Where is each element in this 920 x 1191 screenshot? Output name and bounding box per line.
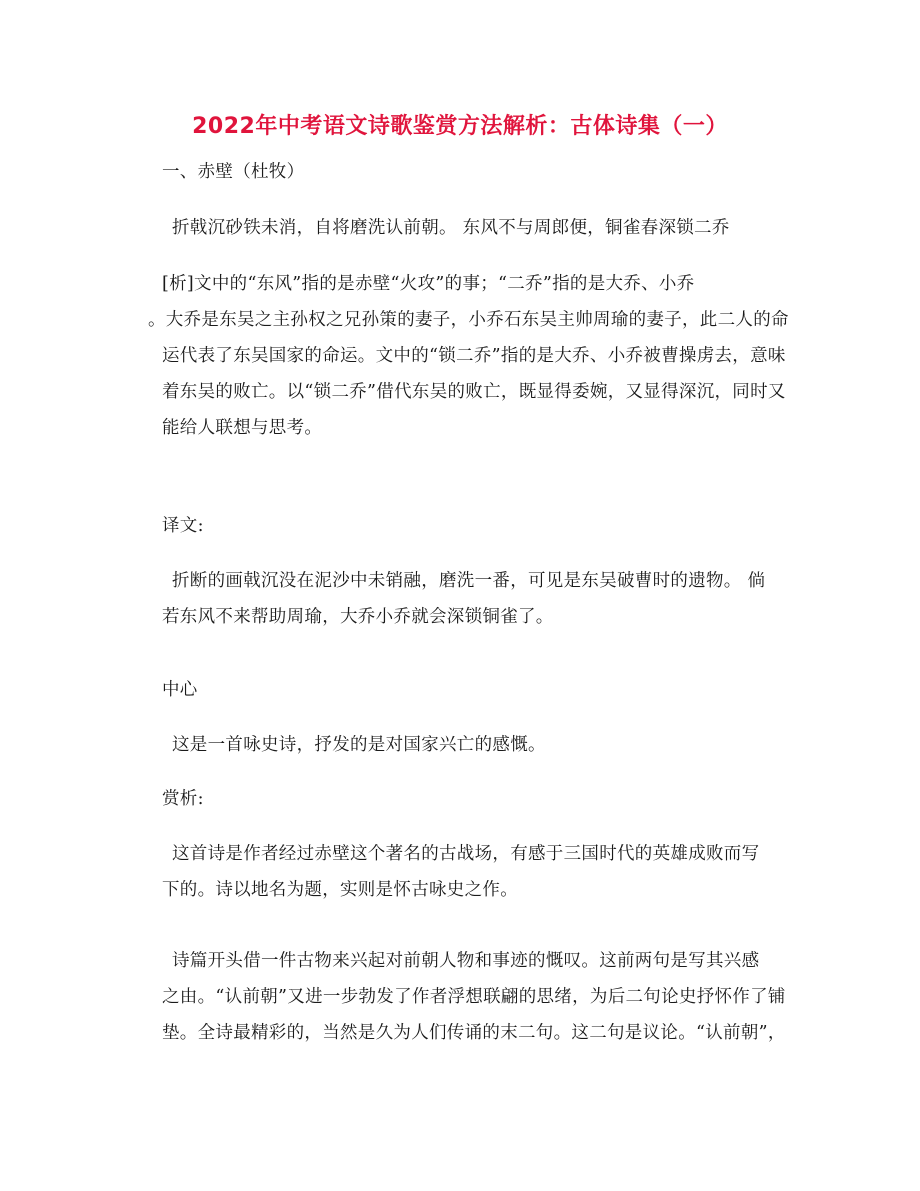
center-paragraph [162,727,774,763]
appreciation-p1-line-2: 下的。诗以地名为题，实则是怀古咏史之作。 [162,880,518,900]
translation-line-2: 若东风不来帮助周瑜，大乔小乔就会深锁铜雀了。 [162,607,554,627]
appreciation-p2-line-1: 诗篇开头借一件古物来兴起对前朝人物和事迹的慨叹。这前两句是写其兴感 [172,951,760,971]
translation-line-1: 折断的画戟沉没在泥沙中未销融，磨洗一番，可见是东吴破曹时的遗物。 倘 [172,571,766,591]
document-title: 2022年中考语文诗歌鉴赏方法解析：古体诗集（一） [192,114,728,139]
analysis-line-3: 运代表了东吴国家的命运。文中的“锁二乔”指的是大乔、小乔被曹操虏去，意味 [162,346,786,366]
appreciation-p2-line-2: 之由。“认前朝”又进一步勃发了作者浮想联翩的思绪，为后二句论史抒怀作了铺 [162,987,786,1007]
analysis-line-4: 着东吴的败亡。以“锁二乔”借代东吴的败亡，既显得委婉，又显得深沉，同时又 [162,382,786,402]
analysis-line-2: 。大乔是东吴之主孙权之兄孙策的妻子，小乔石东吴主帅周瑜的妻子，此二人的命 [148,310,789,330]
appreciation-paragraph-2 [162,943,786,1051]
analysis-line-5: 能给人联想与思考。 [162,418,323,438]
section-heading-chibi [162,154,774,190]
analysis-line-1: [析]文中的“东风”指的是赤壁“火攻”的事；“二乔”指的是大乔、小乔 [162,274,695,294]
appreciation-label-text: 赏析: [162,789,204,809]
translation-label [162,508,774,544]
heading-text: 一、赤壁（杜牧） [162,162,305,182]
appreciation-label [162,781,774,817]
appreciation-p1-line-1: 这首诗是作者经过赤壁这个著名的古战场，有感于三国时代的英雄成败而写 [172,844,760,864]
translation-paragraph [162,563,774,635]
appreciation-p2-line-3: 垫。全诗最精彩的，当然是久为人们传诵的末二句。这二句是议论。“认前朝”， [162,1023,786,1043]
translation-label-text: 译文: [162,516,204,536]
poem-text [162,210,774,246]
center-line: 这是一首咏史诗，抒发的是对国家兴亡的感慨。 [172,735,546,755]
center-label [162,672,774,708]
analysis-paragraph [148,266,789,446]
appreciation-paragraph-1 [162,836,774,908]
poem-line: 折戟沉砂铁未消，自将磨洗认前朝。 东风不与周郎便，铜雀春深锁二乔 [172,218,730,238]
center-label-text: 中心 [162,680,198,700]
